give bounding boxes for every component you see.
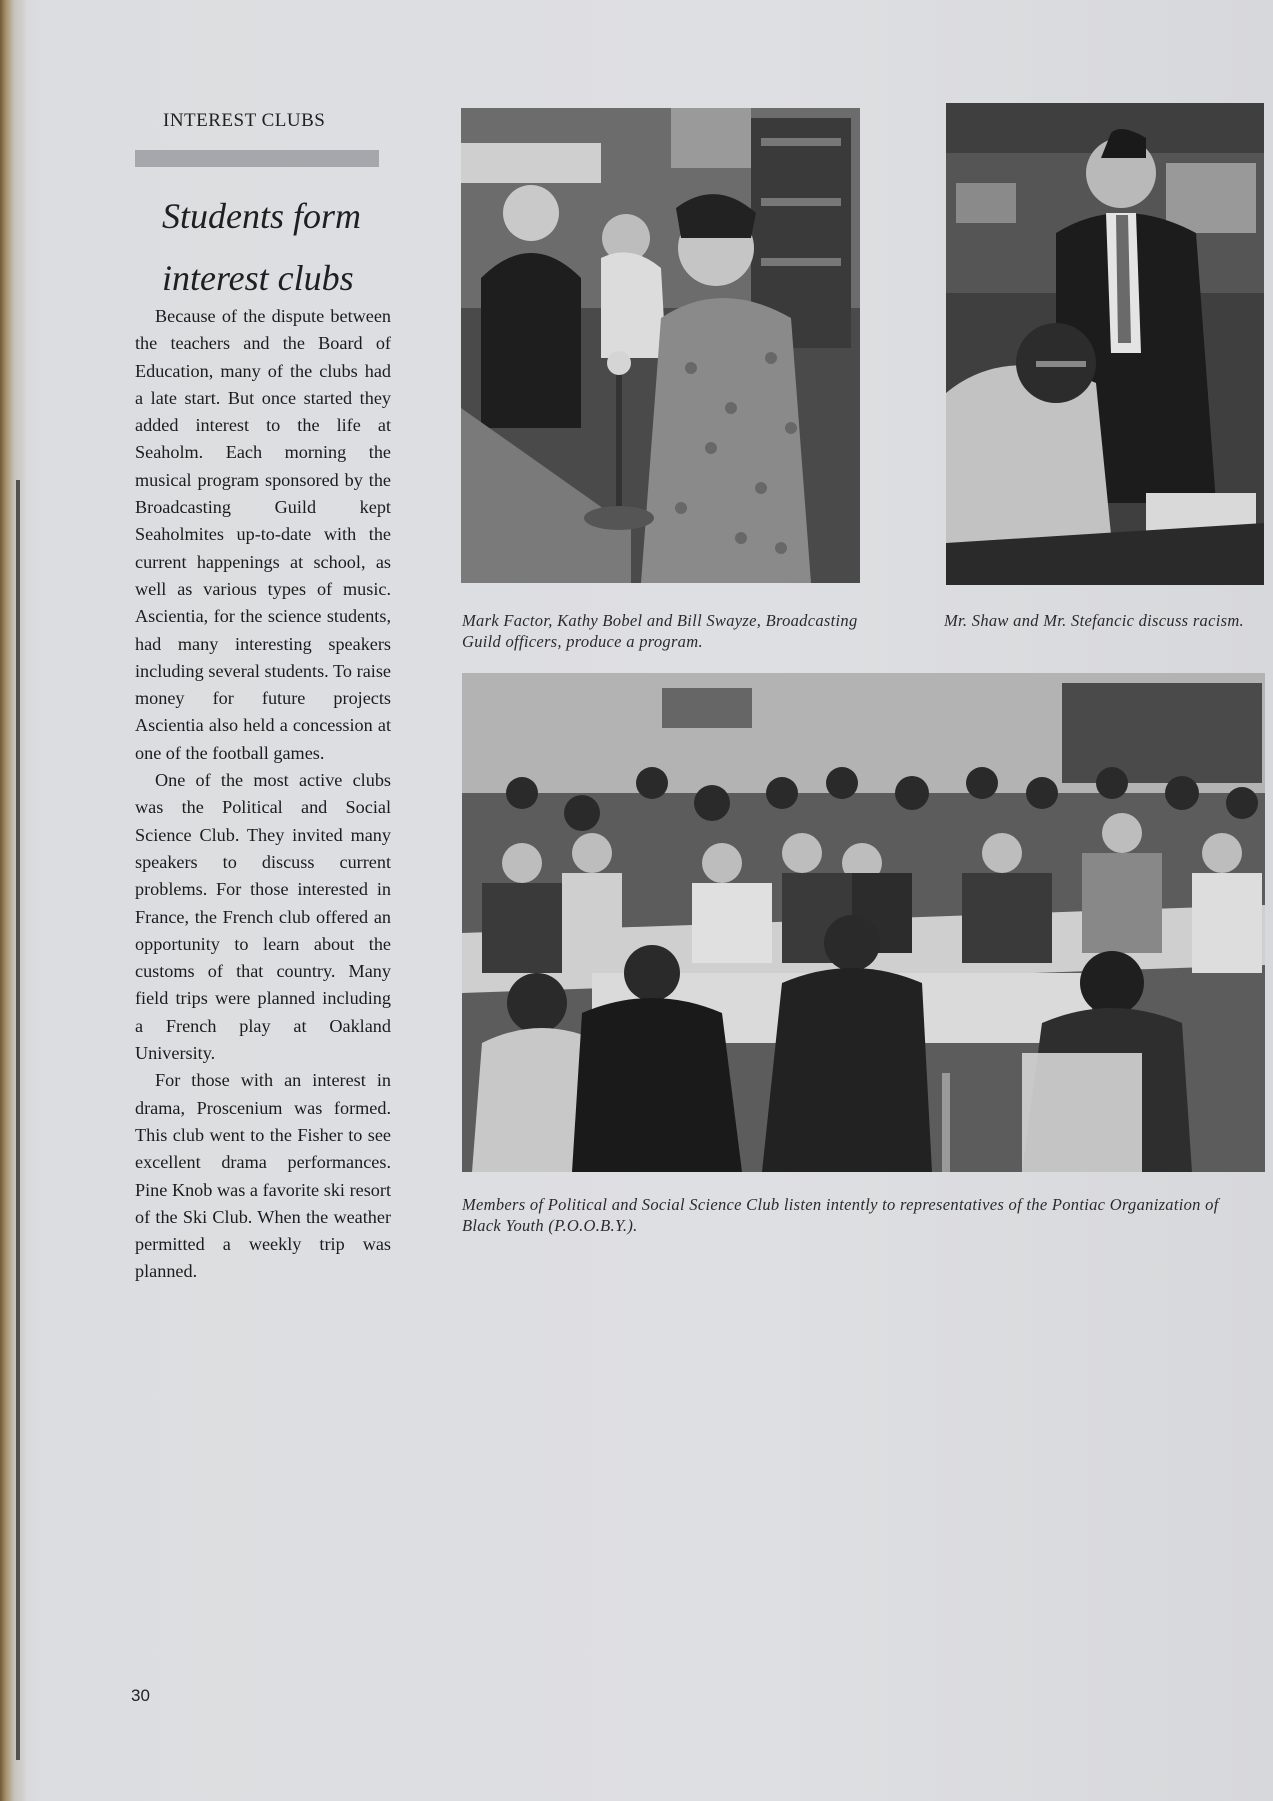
article-paragraph-2: One of the most active clubs was the Political and Social Science Club. They invited many speakers to discuss current problems. For those interested in France, the French club offered an opportunity to learn about the customs of that country. Many field trips were planned including a French play at Oakland University. [135,770,391,1064]
headline-line-1: Students form [162,196,362,236]
page-number: 30 [131,1686,150,1705]
broadcast-photo [461,108,860,583]
section-rule [135,150,379,167]
section-label: INTEREST CLUBS [163,110,326,131]
article-paragraph-1: Because of the dispute between the teachers and the Board of Education, many of the clubs had a late start. But once started they added interest to the life at Seaholm. Each morning the musical program sponsored by the Broadcasting Guild kept Seaholmites up-to-date with the current happenings at school, as well as various types of music. Ascientia, for the science students, had many interesting speakers including several students. To raise money for future projects Ascientia also held a concession at one of the football games. [135,306,391,763]
broadcast-caption: Mark Factor, Kathy Bobel and Bill Swayze, Broadcasting Guild officers, produce a program. [462,611,858,651]
spine-shadow [16,480,20,1760]
article-body [135,303,391,1286]
binding-edge [0,0,26,1801]
club-meeting-photo [462,673,1265,1172]
club-meeting-caption: Members of Political and Social Science Club listen intently to representatives of the Pontiac Organization of Black Youth (P.O.O.B.Y.). [462,1195,1219,1235]
headline-line-2: interest clubs [162,258,354,298]
discussion-caption: Mr. Shaw and Mr. Stefancic discuss racism. [944,611,1244,630]
page-headline [135,185,422,309]
article-paragraph-3: For those with an interest in drama, Proscenium was formed. This club went to the Fisher to see excellent drama performances. Pine Knob was a favorite ski resort of the Ski Club. When the weather permitted a weekly trip was planned. [135,1070,391,1282]
discussion-photo [946,103,1264,585]
